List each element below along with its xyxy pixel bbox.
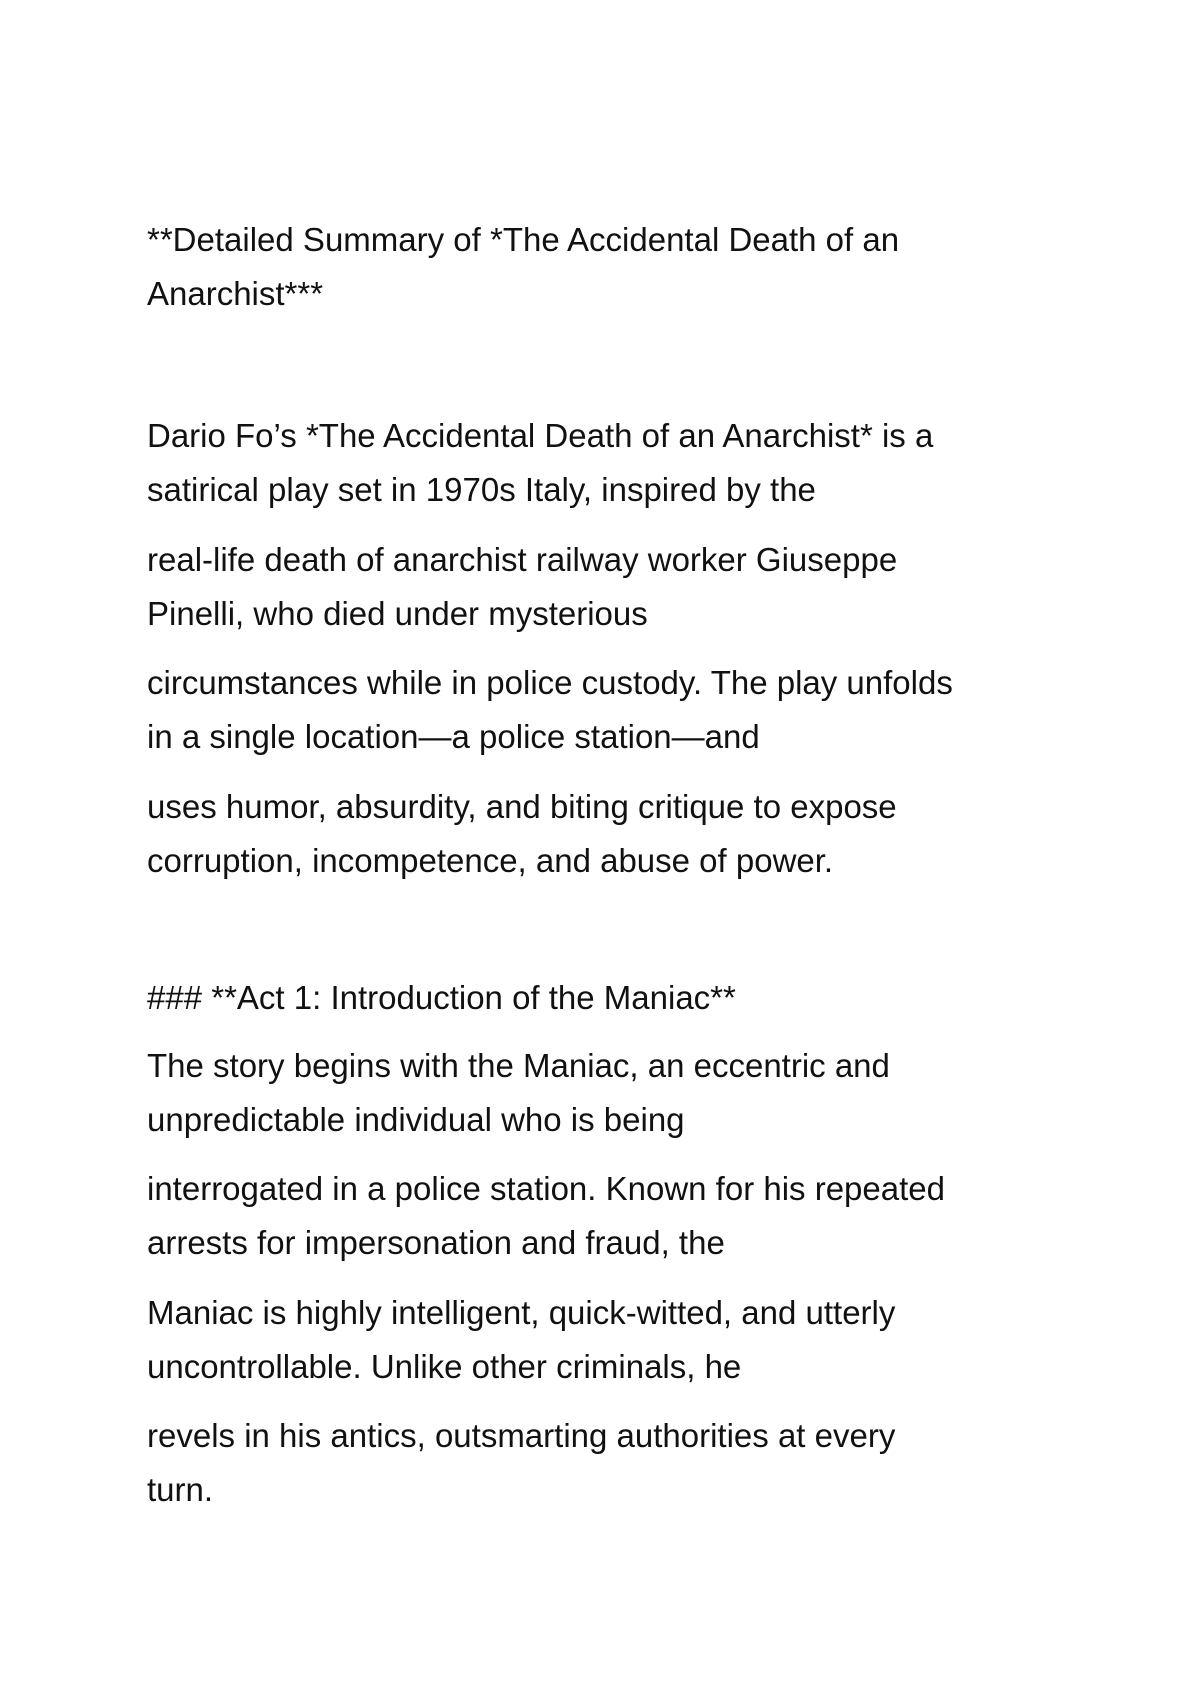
- act-1-line-1: The story begins with the Maniac, an eccentric and: [147, 1047, 890, 1084]
- intro-line-1: Dario Fo’s *The Accidental Death of an Anarchist* is a: [147, 417, 934, 454]
- intro-line-3: real-life death of anarchist railway worker Giuseppe: [147, 541, 898, 578]
- act-1-line-4: arrests for impersonation and fraud, the: [147, 1224, 725, 1261]
- document-title-line-2: Anarchist***: [147, 275, 324, 312]
- act-1-line-6: uncontrollable. Unlike other criminals, he: [147, 1348, 742, 1385]
- act-1-line-3: interrogated in a police station. Known for his repeated: [147, 1170, 945, 1207]
- intro-line-2: satirical play set in 1970s Italy, inspired by the: [147, 471, 816, 508]
- intro-line-7: uses humor, absurdity, and biting critique to expose: [147, 788, 897, 825]
- act-1-line-5: Maniac is highly intelligent, quick-witted, and utterly: [147, 1294, 896, 1331]
- intro-line-8: corruption, incompetence, and abuse of power.: [147, 842, 834, 879]
- intro-line-6: in a single location—a police station—and: [147, 718, 760, 755]
- act-1-line-8: turn.: [147, 1471, 214, 1508]
- act-1-line-2: unpredictable individual who is being: [147, 1101, 685, 1138]
- intro-line-4: Pinelli, who died under mysterious: [147, 595, 648, 632]
- intro-line-5: circumstances while in police custody. The play unfolds: [147, 664, 953, 701]
- act-1-line-7: revels in his antics, outsmarting authorities at every: [147, 1417, 896, 1454]
- act-1-heading: ### **Act 1: Introduction of the Maniac**: [147, 979, 736, 1016]
- document-title-line-1: **Detailed Summary of *The Accidental Death of an: [147, 221, 900, 258]
